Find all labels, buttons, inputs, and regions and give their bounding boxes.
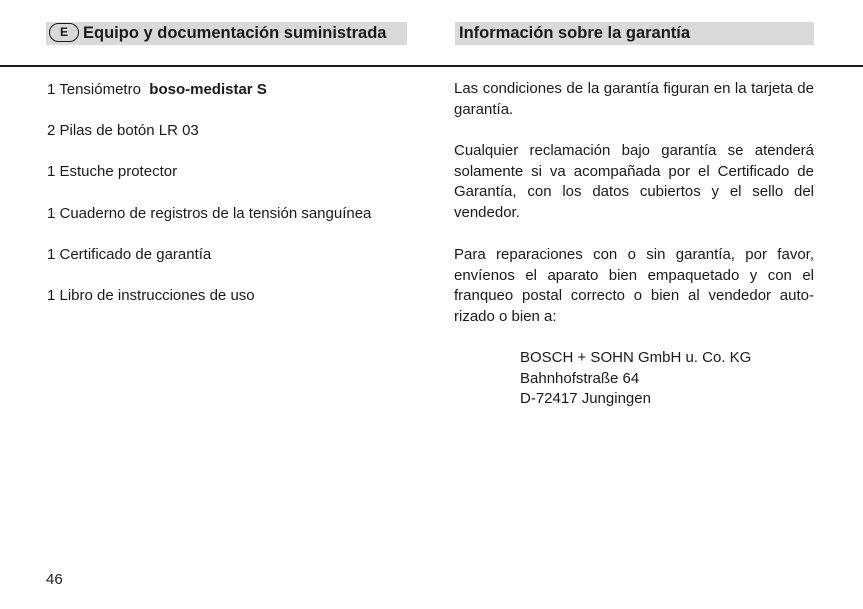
warranty-paragraph: Para reparaciones con o sin garantía, por favor, envíenos el aparato bien empaquetado y con el franqueo postal correcto o bien al vendedor auto-rizado o bien a: (454, 246, 814, 326)
product-name: boso-medistar S (149, 81, 267, 98)
address-line: Bahnhofstraße 64 (520, 369, 640, 387)
list-item: 1 Certificado de garantía (47, 246, 212, 263)
section-heading-warranty (455, 22, 814, 45)
list-item: 1 Tensiómetro boso-medistar S (47, 81, 267, 98)
address-line: BOSCH + SOHN GmbH u. Co. KG (520, 349, 752, 366)
address-line: D-72417 Jungingen (520, 390, 651, 408)
address-block (520, 348, 751, 410)
list-item: 1 Libro de instrucciones de uso (47, 287, 255, 304)
heading-text: Información sobre la garantía (459, 24, 691, 42)
list-item: 1 Estuche protector (47, 163, 178, 180)
page-number: 46 (46, 571, 63, 588)
list-item: 2 Pilas de botón LR 03 (47, 122, 199, 139)
list-item: 1 Cuaderno de registros de la tensión sanguínea (47, 205, 372, 222)
heading-text: Equipo y documentación suministrada (83, 24, 387, 42)
warranty-paragraph: Cualquier reclamación bajo garantía se atenderá solamente si va acompañada por el Certificado de Garantía, con los datos cubiertos y el sello del vendedor. (454, 142, 814, 222)
horizontal-divider (0, 65, 863, 67)
warranty-paragraph: Las condiciones de la garantía figuran en la tarjeta de garantía. (454, 80, 814, 118)
section-heading-equipment (46, 22, 407, 45)
language-badge: E (49, 23, 79, 42)
